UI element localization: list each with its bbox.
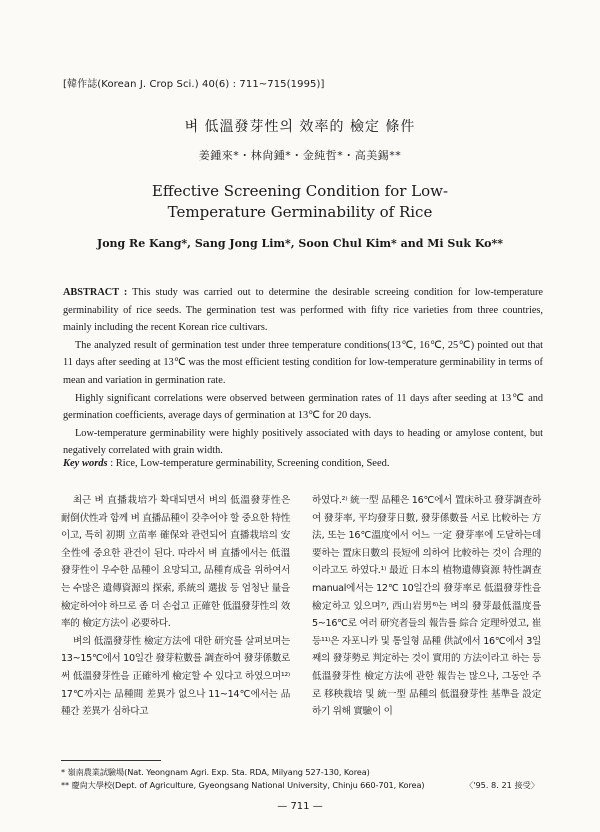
body-column-left <box>61 492 290 721</box>
abstract-text-1: This study was carried out to determine the desirable screeing condition for low-temperature germinability of rice seeds. The germination test was performed with fifty rice varieties from three countries, mainly including the recent Korean rice cultivars. <box>63 287 543 334</box>
authors-english: Jong Re Kang*, Sang Jong Lim*, Soon Chul Kim* and Mi Suk Ko** <box>97 237 503 250</box>
title-korean: 벼 低溫發芽性의 效率的 檢定 條件 <box>184 119 416 135</box>
abstract-paragraph-1 <box>63 284 543 337</box>
body-paragraph: 최근 벼 直播栽培가 확대되면서 벼의 低溫發芽性은 耐倒伏性과 함께 벼 直播品種이 갖추어야 할 중요한 特性이고, 특히 初期 立苗率 確保와 관련되어 直播栽培의 安全性에 중요한 관건이 된다. 따라서 벼 直播에서는 低溫發芽性이 우수한 品種이 요망되고, 品種育成을 위하여서는 수많은 遺傳資源의 探索, 系統의 選拔 등 엄청난 量을 檢定하여야 하므로 좀 더 손쉽고 正確한 低溫發芽性의 效率的 檢定方法이 必要하다. <box>61 495 290 630</box>
keywords-label: Key words <box>63 458 108 469</box>
abstract <box>63 284 543 460</box>
authors-korean: 姜鍾來*・林尙鍾*・金純哲*・高美錫** <box>198 149 402 162</box>
abstract-paragraph-3: Highly significant correlations were observed between germination rates of 11 days after seeding at 13℃ and germination coefficients, average days of germination at 13℃ for 20 days. <box>63 392 543 422</box>
abstract-paragraph-2: The analyzed result of germination test under three temperature conditions(13℃, 16℃, 25℃) pointed out that 11 days after seeding at 13℃ was the most efficient testing condition for low-temperature germinability in terms of mean and variation in germination rate. <box>63 339 543 386</box>
keywords <box>63 458 543 469</box>
title-english-line-2: Temperature Germinability of Rice <box>167 203 433 221</box>
received-date: 〈'95. 8. 21 接受〉 <box>465 780 540 790</box>
page-number: — 711 — <box>277 801 323 812</box>
title-english-line-1: Effective Screening Condition for Low- <box>151 182 449 200</box>
abstract-label: ABSTRACT : <box>63 287 128 298</box>
footnote-divider <box>61 760 161 761</box>
keywords-text: : Rice, Low-temperature germinability, Screening condition, Seed. <box>107 458 390 469</box>
body-paragraph: 하였다.²⁾ 統一型 品種은 16℃에서 置床하고 發芽調查하여 發芽率, 平均發芽日數, 發芽係數를 서로 比較하는 方法, 또는 16℃溫度에서 어느 一定 發芽率에 도달하는데 要하는 置床日數의 長短에 의하여 比較하는 것이 合理的이라고도 하였다.¹⁾ 最近 日本의 植物遺傳資源 特性調查 manual에서는 12℃ 10일간의 發芽率로 低溫發芽性을 檢定하고 있으며⁷⁾, 西山岩男⁶⁾는 벼의 發芽最低溫度를 5~16℃로 여러 研究者들의 報告를 綜合 定理하였고, 崔 등¹¹⁾은 자포니카 및 통일형 品種 供試에서 16℃에서 3일째의 發芽勢로 判定하는 것이 實用的 方法이라고 하는 등 低溫發芽性 檢定方法에 관한 報告는 많으나, 그동안 주로 移秧栽培 및 統一型 品種의 低溫發芽性 基準을 設定하기 위해 實驗이 이 <box>312 495 541 718</box>
title-english <box>0 181 600 223</box>
journal-citation: [韓作誌(Korean J. Crop Sci.) 40(6) : 711~715(1995)] <box>63 79 325 90</box>
body-column-right <box>312 492 541 721</box>
footnote-affiliation-2: ** 慶尙大學校(Dept. of Agriculture, Gyeongsang National University, Chinju 660-701, Korea) <box>61 780 425 790</box>
abstract-paragraph-4: Low-temperature germinability were highly positively associated with days to heading or amylose content, but negatively correlated with grain width. <box>63 427 543 457</box>
body-paragraph: 벼의 低溫發芽性 檢定方法에 대한 研究를 살펴보며는 13~15℃에서 10일간 發芽粒數를 調查하여 發芽係數로써 低溫發芽性을 正確하게 檢定할 수 있다고 하였으며¹²⁾ 17℃까지는 品種間 差異가 없으나 11~14℃에서는 品種간 差異가 심하다고 <box>61 635 290 718</box>
footnote-affiliation-1: * 嶺南農業試驗場(Nat. Yeongnam Agri. Exp. Sta. RDA, Milyang 527-130, Korea) <box>61 767 370 777</box>
